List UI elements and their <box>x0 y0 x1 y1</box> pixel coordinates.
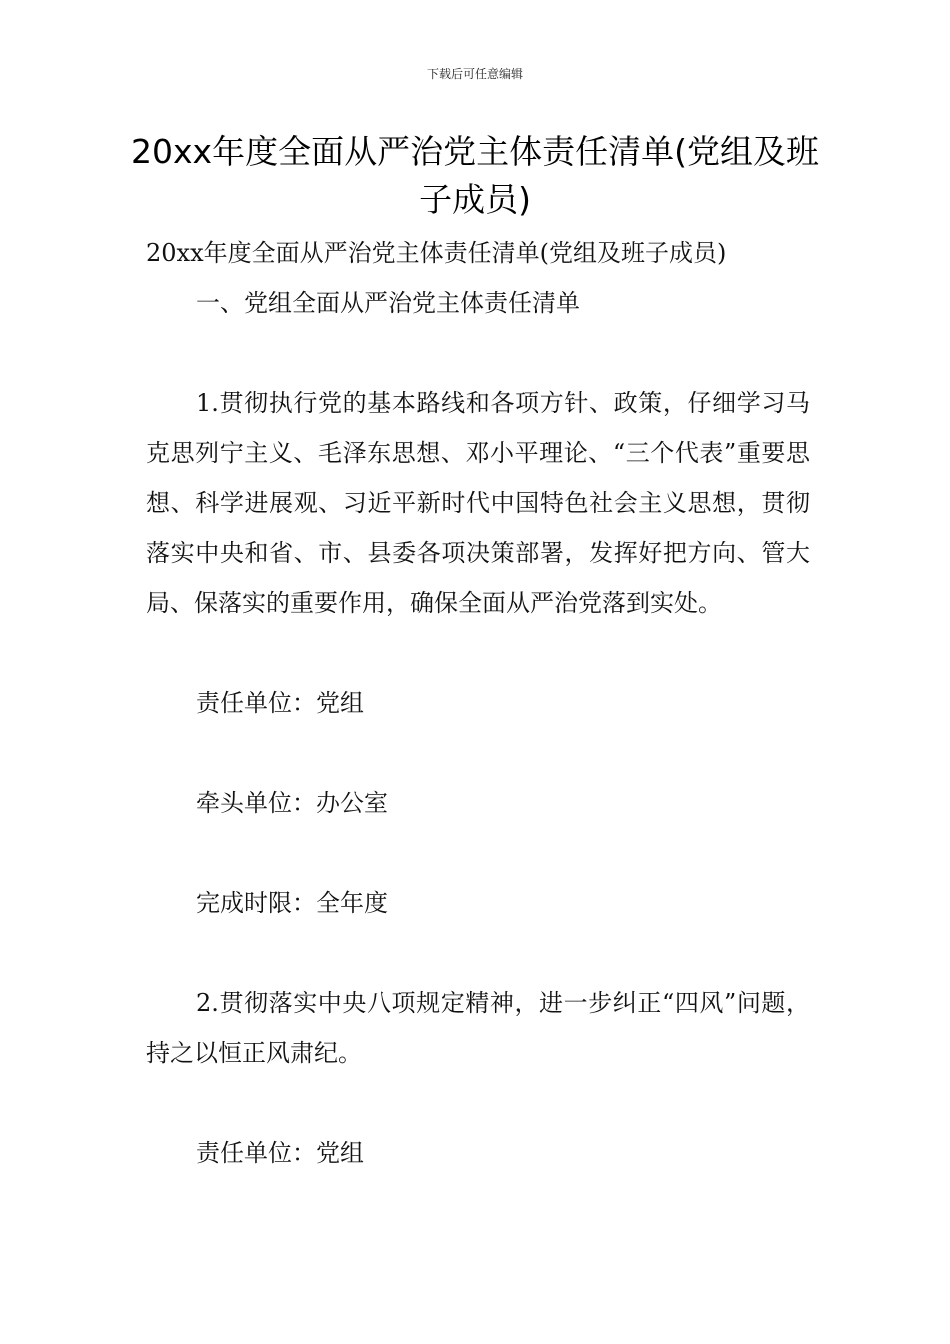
item-2-text: 2.贯彻落实中央八项规定精神，进一步纠正“四风”问题，持之以恒正风肃纪。 <box>146 989 810 1067</box>
item-1-responsible-unit: 责任单位：党组 <box>196 689 364 717</box>
item-1-text: 1.贯彻执行党的基本路线和各项方针、政策，仔细学习马克思列宁主义、毛泽东思想、邓小平理论、“三个代表”重要思想、科学进展观、习近平新时代中国特色社会主义思想，贯彻落实中央和省、市、县委各项决策部署，发挥好把方向、管大局、保落实的重要作用，确保全面从严治党落到实处。 <box>146 389 810 617</box>
header-note: 下载后可任意编辑 <box>426 67 523 81</box>
section-heading: 一、党组全面从严治党主体责任清单 <box>196 289 580 317</box>
document-title: 20xx年度全面从严治党主体责任清单(党组及班子成员) <box>131 132 819 219</box>
document-body <box>146 228 810 1178</box>
document-subtitle: 20xx年度全面从严治党主体责任清单(党组及班子成员) <box>146 239 727 267</box>
item-1-deadline: 完成时限：全年度 <box>196 889 388 917</box>
item-1-lead-unit: 牵头单位：办公室 <box>196 789 388 817</box>
item-2-responsible-unit: 责任单位：党组 <box>196 1139 364 1167</box>
